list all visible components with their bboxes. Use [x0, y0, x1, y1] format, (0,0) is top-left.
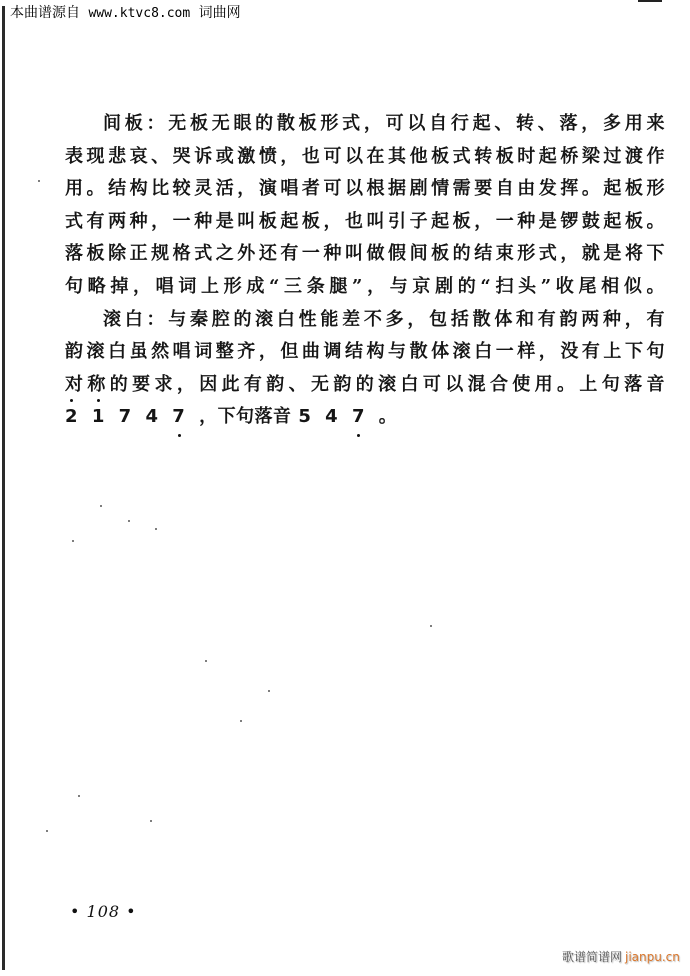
source-banner	[10, 2, 241, 22]
text-line: 对称的要求，因此有韵、无韵的滚白可以混合使用。上句落音	[65, 373, 665, 395]
note: 1	[92, 401, 109, 434]
scan-speck	[72, 540, 74, 542]
scan-speck	[100, 505, 102, 507]
text-line: 用。结构比较灵活，演唱者可以根据剧情需要自由发挥。起板形	[65, 178, 665, 200]
lower-cadence-notes	[298, 406, 378, 427]
note: 4	[145, 406, 162, 428]
watermark-en: jianpu.cn	[625, 950, 680, 964]
page-number: • 108 •	[70, 902, 137, 921]
source-prefix: 本曲谱源自	[10, 5, 80, 21]
scan-speck	[205, 660, 207, 662]
text-line: 表现悲哀、哭诉或激愤，也可以在其他板式转板时起桥梁过渡作	[65, 145, 665, 167]
scan-speck	[155, 528, 157, 530]
text-line: 滚白：与秦腔的滚白性能差不多，包括散体和有韵两种，有	[103, 308, 665, 330]
text-line: 韵滚白虽然唱词整齐，但曲调结构与散体滚白一样，没有上下句	[65, 341, 665, 363]
note: 4	[325, 406, 342, 428]
scan-top-mark	[638, 0, 662, 2]
scan-speck	[268, 690, 270, 692]
note: 7	[118, 406, 136, 428]
sentence-end: 。	[378, 406, 398, 428]
scan-speck	[128, 520, 130, 522]
note: 7	[172, 401, 189, 434]
scan-speck	[38, 180, 40, 182]
paragraph-gunbai	[65, 304, 665, 434]
text-line: 式有两种，一种是叫板起板，也叫引子起板，一种是锣鼓起板。	[65, 210, 665, 232]
note: 5	[298, 406, 315, 428]
scan-speck	[78, 795, 80, 797]
site-watermark	[562, 948, 680, 965]
separator: ，	[199, 406, 218, 428]
scan-speck	[430, 625, 432, 627]
scan-speck	[46, 830, 48, 832]
note: 2	[65, 401, 82, 434]
page-body	[65, 108, 665, 434]
upper-cadence-notes	[65, 406, 199, 427]
cadence-line	[65, 401, 665, 434]
scan-speck	[240, 720, 242, 722]
scan-speck	[150, 820, 152, 822]
source-suffix: 词曲网	[198, 5, 241, 21]
paragraph-jianban	[65, 108, 665, 304]
text-line: 间板：无板无眼的散板形式，可以自行起、转、落，多用来	[103, 113, 665, 134]
note: 7	[352, 401, 369, 434]
lower-cadence-label: 下句落音	[217, 406, 292, 428]
text-line: 落板除正规格式之外还有一种叫做假间板的结束形式，就是将下	[65, 243, 665, 265]
source-url-link[interactable]: www.ktvc8.com	[88, 6, 191, 21]
watermark-cn: 歌谱简谱网	[562, 950, 623, 964]
text-line: 句略掉，唱词上形成“三条腿”，与京剧的“扫头”收尾相似。	[65, 275, 665, 297]
scan-left-border	[2, 6, 5, 970]
